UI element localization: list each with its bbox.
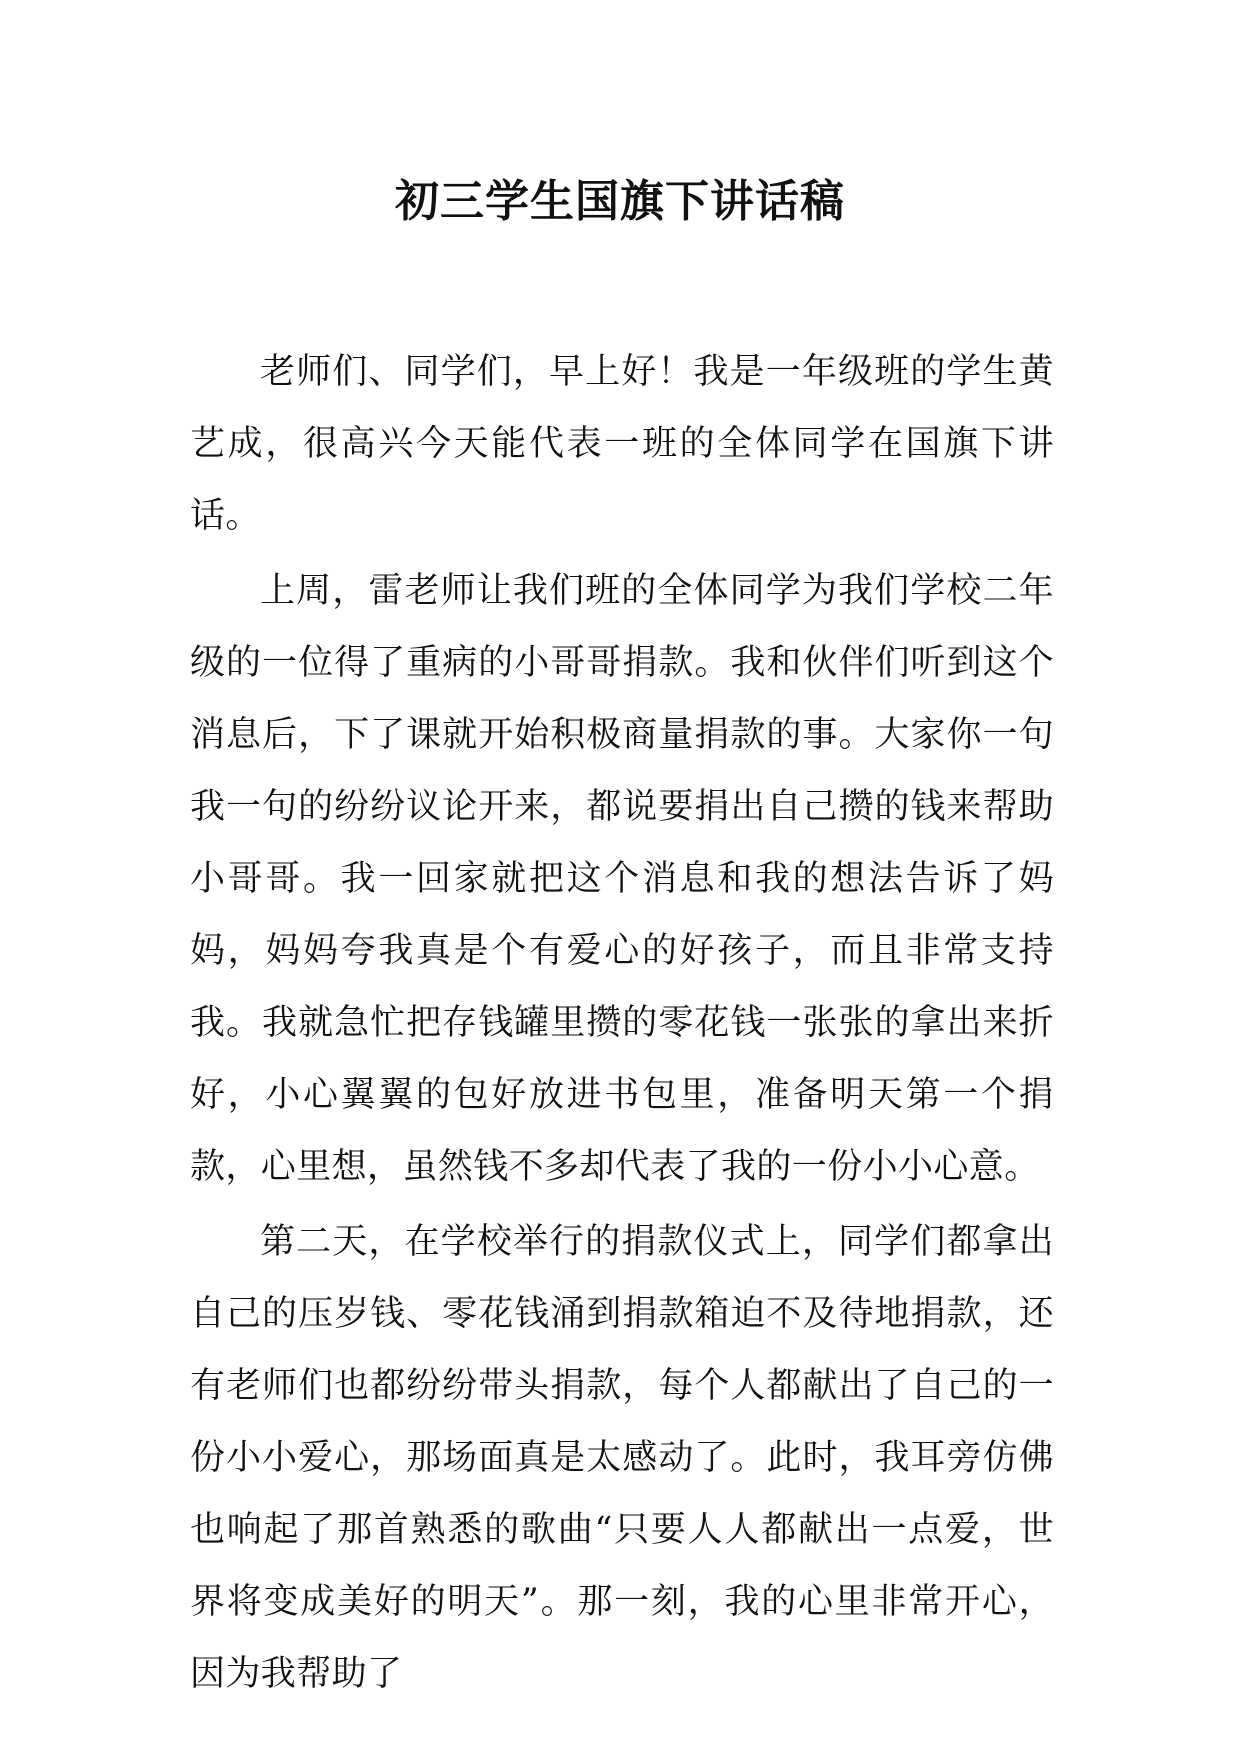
document-title: 初三学生国旗下讲话稿 [395, 176, 845, 227]
paragraph-donation-ceremony: 第二天，在学校举行的捐款仪式上，同学们都拿出自己的压岁钱、零花钱涌到捐款箱迫不及待地捐款，还有老师们也都纷纷带头捐款，每个人都献出了自己的一份小小爱心，那场面真是太感动了。此时，我耳旁仿佛也响起了那首熟悉的歌曲“只要人人都献出一点爱，世界将变成美好的明天”。那一刻，我的心里非常开心，因为我帮助了 [190, 1222, 1054, 1694]
document-body [190, 336, 1054, 1713]
paragraph-greeting: 老师们、同学们，早上好！我是一年级班的学生黄艺成，很高兴今天能代表一班的全体同学在国旗下讲话。 [190, 352, 1054, 536]
paragraph-donation-story: 上周，雷老师让我们班的全体同学为我们学校二年级的一位得了重病的小哥哥捐款。我和伙伴们听到这个消息后，下了课就开始积极商量捐款的事。大家你一句我一句的纷纷议论开来，都说要捐出自己攒的钱来帮助小哥哥。我一回家就把这个消息和我的想法告诉了妈妈，妈妈夸我真是个有爱心的好孩子，而且非常支持我。我就急忙把存钱罐里攒的零花钱一张张的拿出来折好，小心翼翼的包好放进书包里，准备明天第一个捐款，心里想，虽然钱不多却代表了我的一份小小心意。 [190, 571, 1054, 1187]
